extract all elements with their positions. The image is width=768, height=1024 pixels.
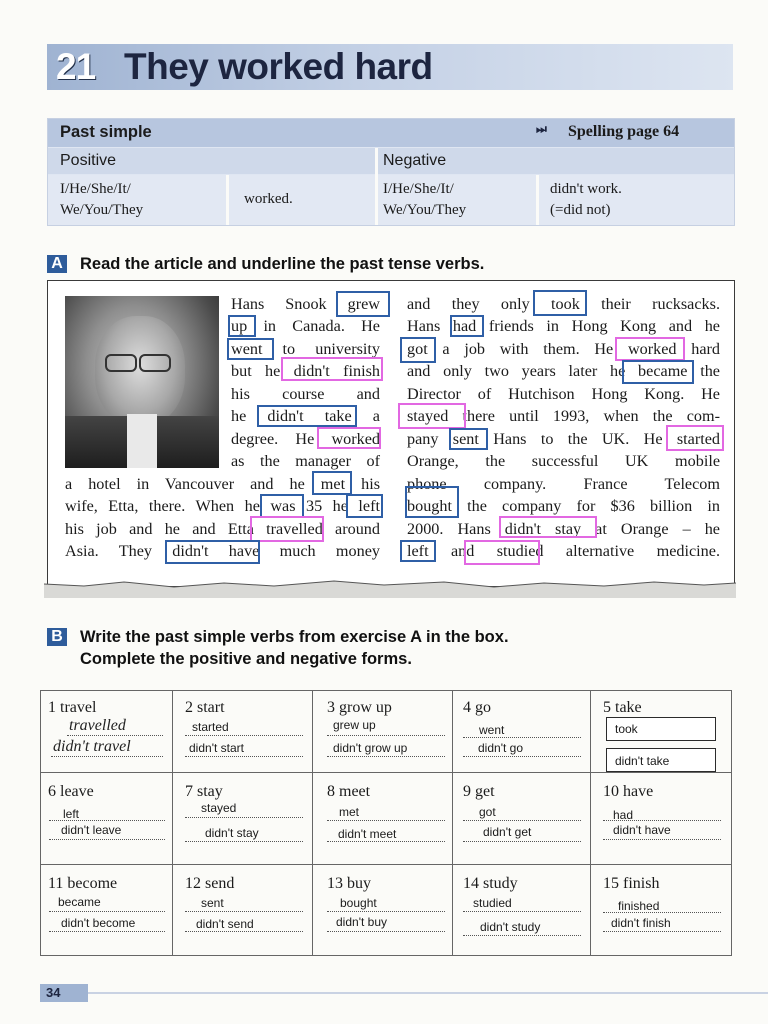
highlight-box — [400, 540, 436, 562]
answer-positive[interactable]: sent — [201, 896, 224, 910]
article-line: Hans had friends in Hong Kong and he — [407, 317, 720, 335]
answer-positive[interactable]: studied — [473, 896, 512, 910]
article-line: degree. He worked — [231, 430, 380, 448]
highlight-box — [400, 337, 436, 363]
answer-negative[interactable]: didn't go — [478, 741, 523, 755]
torn-paper-edge — [44, 572, 736, 598]
article-line: stayed there until 1993, when the com- — [407, 407, 720, 425]
answer-negative[interactable]: didn't finish — [611, 916, 671, 930]
answer-negative[interactable]: didn't travel — [53, 738, 131, 755]
exercise-cell: 3 grow up grew up didn't grow up — [313, 691, 453, 773]
highlight-box — [165, 540, 260, 564]
highlight-box — [499, 516, 597, 538]
highlight-box — [622, 360, 694, 384]
exercise-cell: 8 meet met didn't meet — [313, 773, 453, 865]
answer-positive[interactable]: had — [613, 808, 634, 822]
answer-negative[interactable]: didn't take — [615, 754, 670, 768]
article-line: and they only took their rucksacks. — [407, 295, 720, 313]
exercise-cell: 1 travel travelled didn't travel — [41, 691, 173, 773]
exercise-cell: 10 have had didn't have — [591, 773, 731, 865]
unit-number: 21 — [56, 46, 96, 87]
article-line: Asia. They didn't have much money — [65, 542, 380, 560]
negative-form: didn't work. (=did not) — [550, 181, 622, 218]
answer-positive[interactable]: met — [339, 805, 360, 819]
answer-box[interactable] — [606, 717, 716, 741]
answer-negative[interactable]: didn't meet — [338, 827, 397, 841]
article-line: he didn't take a — [231, 407, 380, 425]
exercise-cell: 4 go went didn't go — [453, 691, 591, 773]
highlight-box — [281, 357, 383, 381]
section-b-badge: B — [47, 628, 67, 646]
answer-negative[interactable]: didn't leave — [61, 823, 122, 837]
article-line: went to university — [231, 340, 380, 358]
article-line: a hotel in Vancouver and he met his — [65, 475, 380, 493]
exercise-cell: 2 start started didn't start — [173, 691, 313, 773]
answer-negative[interactable]: didn't send — [196, 917, 254, 931]
article-line: pany sent Hans to the UK. He started — [407, 430, 720, 448]
negative-subjects: I/He/She/It/ We/You/They — [383, 181, 467, 218]
answer-positive[interactable]: finished — [618, 899, 660, 913]
highlight-box — [257, 405, 357, 427]
highlight-box — [533, 290, 587, 316]
page-number: 34 — [46, 985, 61, 1000]
answer-positive[interactable]: took — [615, 722, 638, 736]
highlight-box — [228, 315, 256, 337]
answer-negative[interactable]: didn't have — [613, 823, 671, 837]
answer-negative[interactable]: didn't grow up — [333, 741, 408, 755]
article-line: Orange, the successful UK mobile — [407, 452, 720, 470]
highlight-box — [317, 427, 381, 449]
exercise-cell: 5 take took didn't take — [591, 691, 731, 773]
article-line: Hans Snook grew — [231, 295, 380, 313]
article-line: Director of Hutchison Hong Kong. He — [407, 385, 720, 403]
section-a-instruction: Read the article and underline the past tense verbs. — [80, 255, 485, 273]
article-line: as the manager of — [231, 452, 380, 470]
answer-positive[interactable]: left — [63, 807, 80, 821]
highlight-box — [250, 516, 324, 542]
answer-negative[interactable]: didn't start — [189, 741, 244, 755]
highlight-box — [450, 315, 484, 337]
grammar-box — [47, 118, 735, 226]
highlight-box — [312, 471, 352, 495]
highlight-box — [260, 494, 304, 518]
article-line: 2000. Hans didn't stay at Orange – he — [407, 520, 720, 538]
article-line: up in Canada. He — [231, 317, 380, 335]
highlight-box — [464, 540, 540, 565]
spelling-link[interactable]: Spelling page 64 — [568, 123, 680, 140]
answer-negative[interactable]: didn't become — [61, 916, 136, 930]
answer-positive[interactable]: stayed — [201, 801, 237, 815]
answer-positive[interactable]: started — [192, 720, 229, 734]
highlight-box — [346, 494, 383, 518]
answer-box[interactable] — [606, 748, 716, 772]
highlight-box — [449, 428, 488, 450]
photo-hans-snook — [65, 296, 219, 468]
exercise-cell: 13 buy bought didn't buy — [313, 865, 453, 955]
exercise-cell: 6 leave left didn't leave — [41, 773, 173, 865]
negative-label: Negative — [383, 152, 447, 169]
article-line: his job and he and Etta travelled around — [65, 520, 380, 538]
article-line: left and studied alternative medicine. — [407, 542, 720, 560]
article-line: wife, Etta, there. When he was 35 he left — [65, 497, 380, 515]
answer-positive[interactable]: got — [479, 805, 496, 819]
highlight-box — [336, 291, 390, 317]
positive-subjects: I/He/She/It/ We/You/They — [60, 181, 144, 218]
answer-negative[interactable]: didn't stay — [205, 826, 259, 840]
exercise-cell: 14 study studied didn't study — [453, 865, 591, 955]
article-line: got a job with them. He worked hard — [407, 340, 720, 358]
answer-positive[interactable]: bought — [340, 896, 377, 910]
highlight-box — [398, 403, 466, 429]
section-b-instruction-2: Complete the positive and negative forms. — [80, 650, 412, 668]
highlight-box — [666, 425, 724, 451]
positive-label: Positive — [60, 152, 117, 169]
highlight-box — [615, 337, 685, 361]
exercise-cell: 12 send sent didn't send — [173, 865, 313, 955]
answer-positive[interactable]: went — [479, 723, 505, 737]
exercise-grid — [40, 690, 732, 956]
highlight-box — [405, 486, 459, 518]
article-line: his course and — [231, 385, 380, 403]
answer-positive[interactable]: became — [58, 895, 101, 909]
answer-negative[interactable]: didn't study — [480, 920, 541, 934]
section-b-instruction-1: Write the past simple verbs from exercise A in the box. — [80, 628, 509, 646]
answer-negative[interactable]: didn't buy — [336, 915, 387, 929]
article-line: but he didn't finish — [231, 362, 380, 380]
unit-title: They worked hard — [124, 46, 433, 87]
article-line: bought the company for $36 billion in — [407, 497, 720, 515]
answer-negative[interactable]: didn't get — [483, 825, 532, 839]
fast-forward-icon: ⏭ — [536, 122, 547, 136]
footer-rule — [88, 992, 768, 994]
exercise-cell: 9 get got didn't get — [453, 773, 591, 865]
article-line: phone company. France Telecom — [407, 475, 720, 493]
highlight-box — [227, 338, 274, 360]
article-line: and only two years later he became the — [407, 362, 720, 380]
section-a-badge: A — [47, 255, 67, 273]
answer-positive[interactable]: travelled — [69, 717, 126, 734]
exercise-cell: 7 stay stayed didn't stay — [173, 773, 313, 865]
grammar-heading: Past simple — [60, 123, 152, 141]
positive-form: worked. — [244, 191, 293, 207]
answer-positive[interactable]: grew up — [333, 718, 376, 732]
exercise-cell: 15 finish finished didn't finish — [591, 865, 731, 955]
exercise-cell: 11 become became didn't become — [41, 865, 173, 955]
